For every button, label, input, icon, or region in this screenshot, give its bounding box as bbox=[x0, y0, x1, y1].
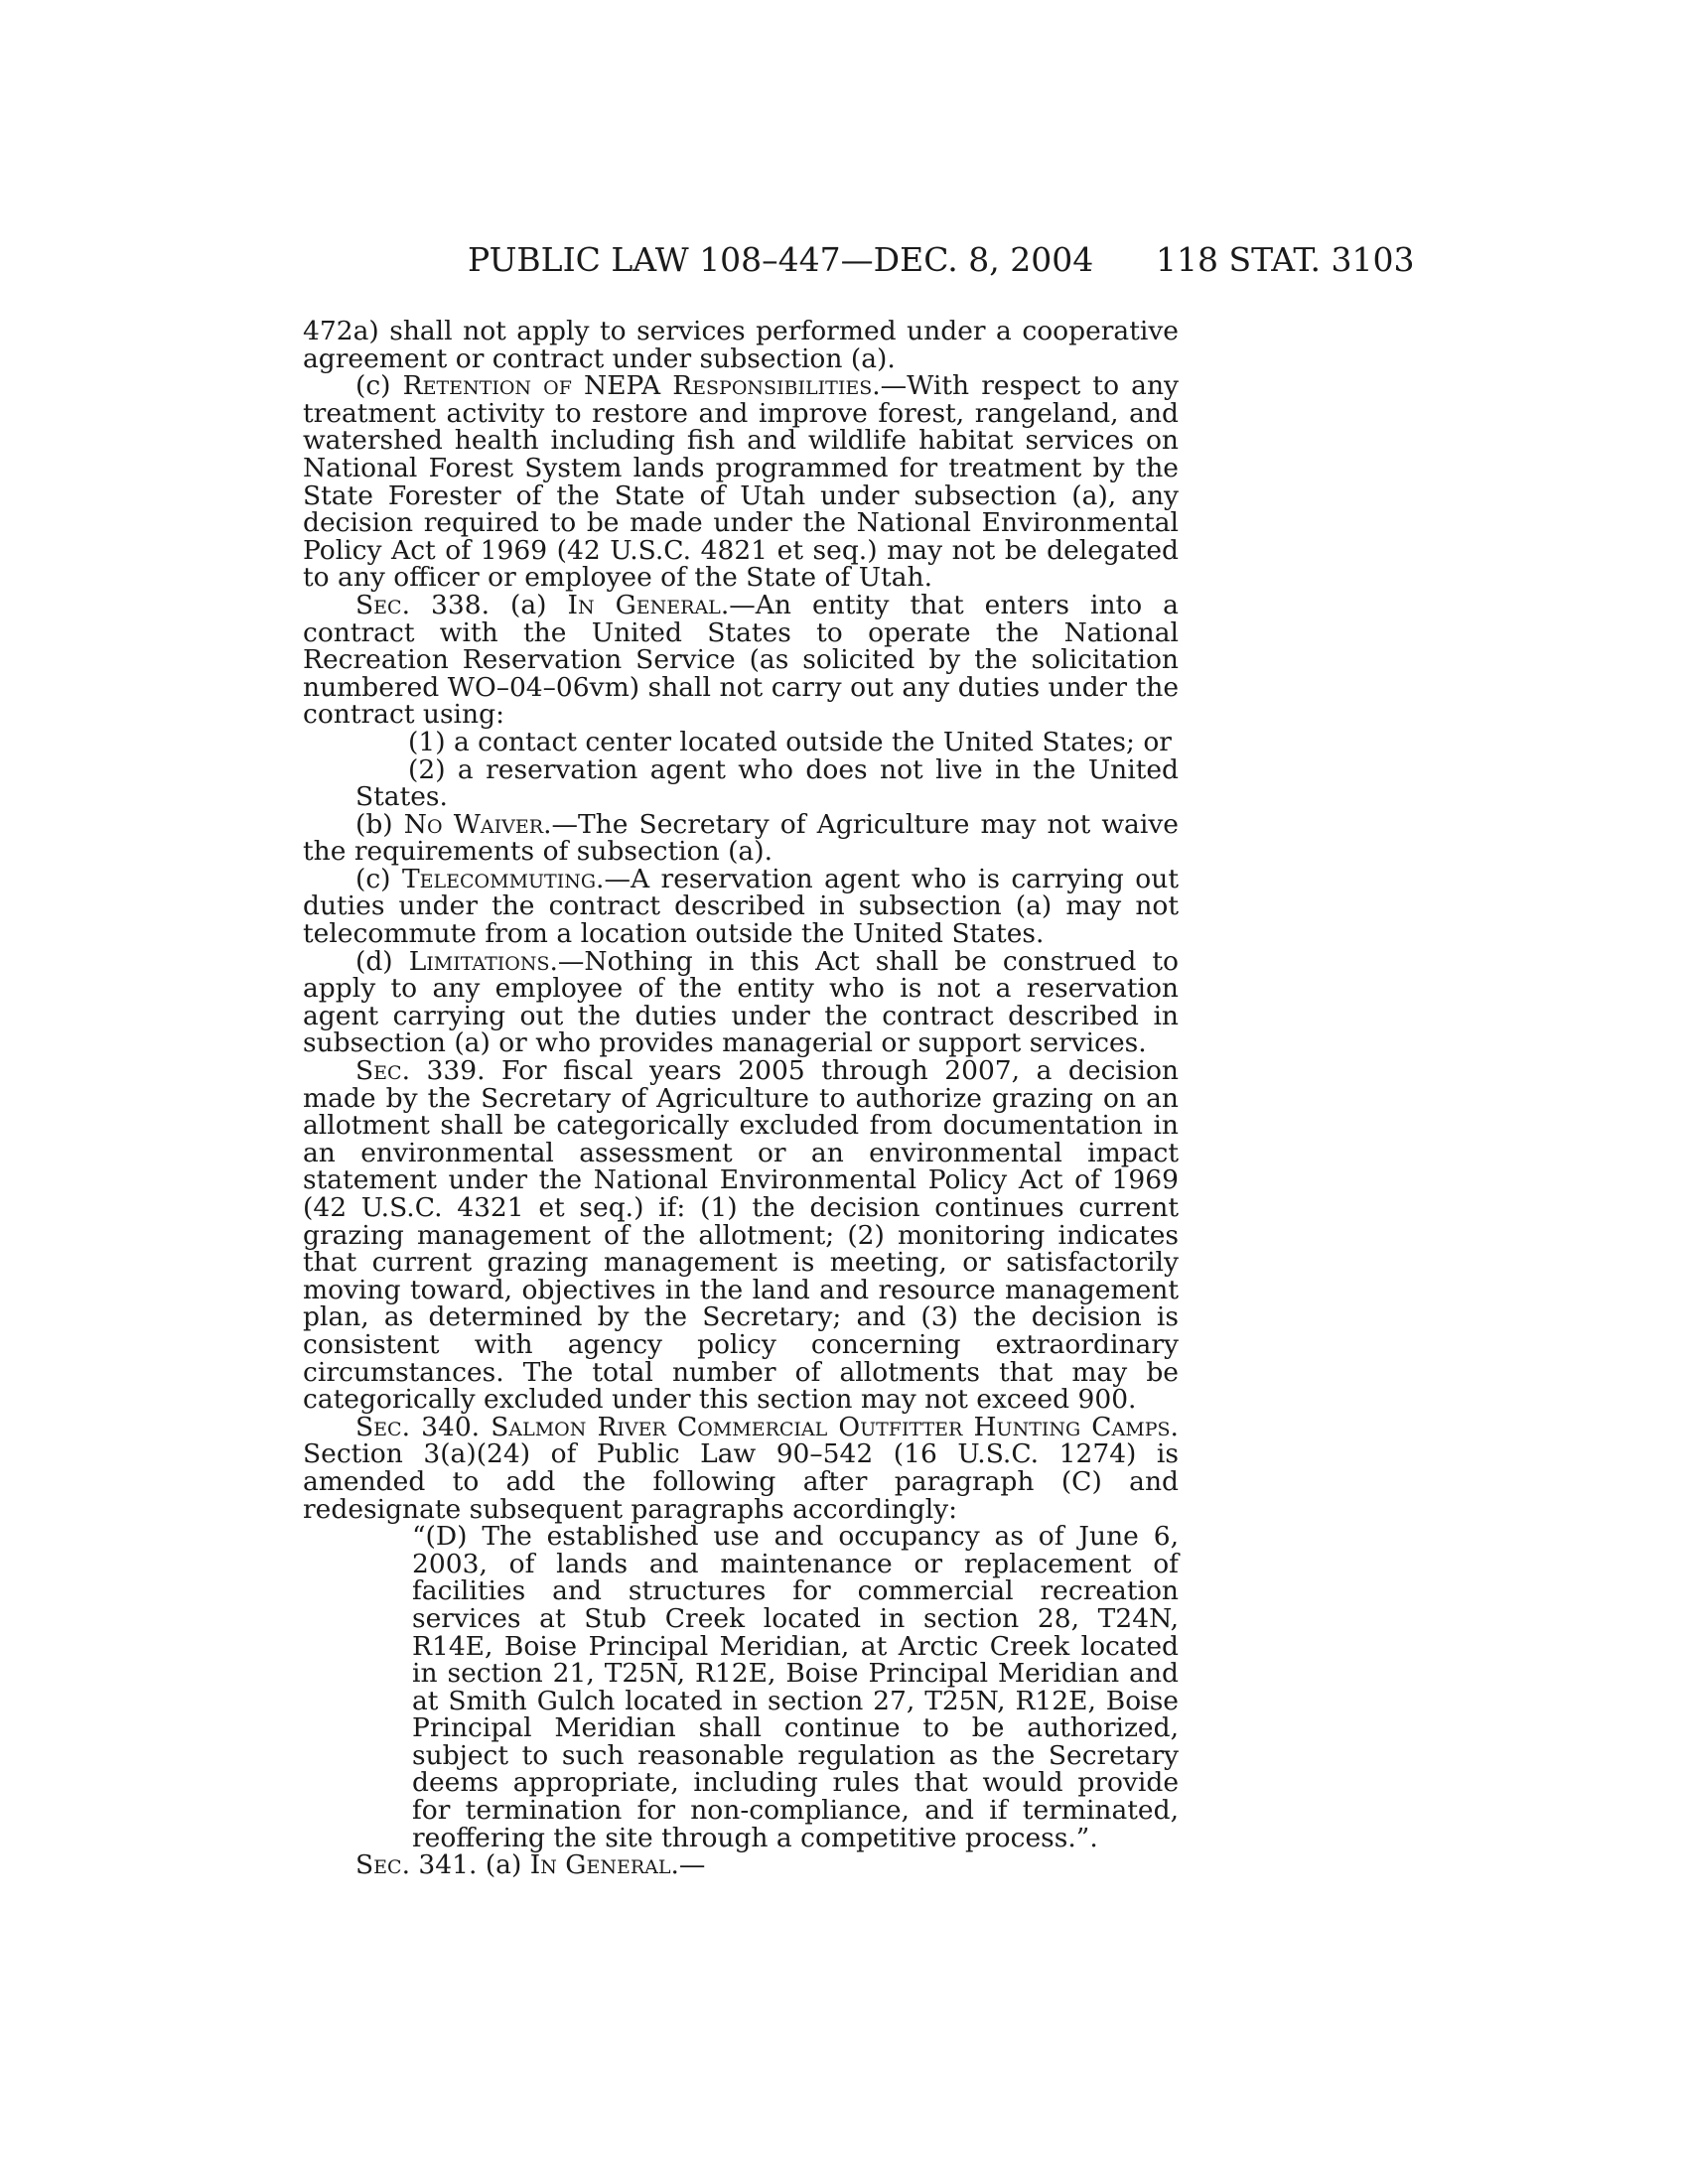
running-header-title: PUBLIC LAW 108–447—DEC. 8, 2004 bbox=[468, 240, 1094, 279]
subsection-heading: Limitations bbox=[408, 945, 550, 977]
paragraph: (c) Telecommuting.—A reservation agent who is carrying out duties under the contract described in subsection (a) may not telecommute from a location outside the United States. bbox=[303, 863, 1179, 950]
section-338: Sec. 338. (a) In General.—An entity that enters into a contract with the United States to operate the National Recreation Reservation Service (as solicited by the solicitation numbered WO–04–06vm) shall not carry out any duties under the contract using: bbox=[303, 589, 1179, 731]
list-item: (2) a reservation agent who does not live in the United States. bbox=[355, 753, 1179, 813]
subsection-heading: Telecommuting bbox=[401, 863, 597, 894]
statute-page-number: 118 STAT. 3103 bbox=[1156, 240, 1415, 279]
paragraph: (d) Limitations.—Nothing in this Act shall be construed to apply to any employee of the entity who is not a reservation agent carrying out the duties under the contract described in subsection (a) or who provides managerial or support services. bbox=[303, 945, 1179, 1059]
subsection-heading: Retention of NEPA Responsibilities bbox=[402, 370, 873, 402]
section-341: Sec. 341. (a) In General.— bbox=[355, 1849, 706, 1881]
section-heading: Salmon River Commercial Outfitter Hunting Camps bbox=[491, 1411, 1171, 1442]
list-item: (1) a contact center located outside the United States; or bbox=[408, 726, 1172, 757]
paragraph: (c) Retention of NEPA Responsibilities.—With respect to any treatment activity to restore and improve forest, rangeland, and watershed health including fish and wildlife habitat services on National Forest System lands programmed for treatment by the State Forester of the State of Utah under subsection (a), any decision required to be made under the National Environmental Policy Act of 1969 (42 U.S.C. 4821 et seq.) may not be delegated to any officer or employee of the State of Utah. bbox=[303, 370, 1179, 594]
document-body bbox=[303, 318, 1179, 1879]
subsection-heading: No Waiver bbox=[403, 808, 544, 840]
subsection-heading: In General bbox=[529, 1849, 671, 1881]
section-340: Sec. 340. Salmon River Commercial Outfitter Hunting Camps. Section 3(a)(24) of Public Law 90–542 (16 U.S.C. 1274) is amended to add the following after paragraph (C) and redesignate subsequent paragraphs accordingly: bbox=[303, 1411, 1179, 1525]
subsection-heading: In General bbox=[567, 589, 721, 620]
quoted-amendment: “(D) The established use and occupancy as of June 6, 2003, of lands and maintenance or replacement of facilities and structures for commercial recreation services at Stub Creek located in section 28, T24N, R14E, Boise Principal Meridian, at Arctic Creek located in section 21, T25N, R12E, Boise Principal Meridian and at Smith Gulch located in section 27, T25N, R12E, Boise Principal Meridian shall continue to be authorized, subject to such reasonable regulation as the Secretary deems appropriate, including rules that would provide for termination for non-compliance, and if terminated, reoffering the site through a competitive process.”. bbox=[412, 1521, 1179, 1853]
paragraph: 472a) shall not apply to services performed under a cooperative agreement or contract under subsection (a). bbox=[303, 316, 1179, 374]
section-339: Sec. 339. For fiscal years 2005 through 2007, a decision made by the Secretary of Agriculture to authorize grazing on an allotment shall be categorically excluded from documentation in an environmental assessment or an environmental impact statement under the National Environmental Policy Act of 1969 (42 U.S.C. 4321 et seq.) if: (1) the decision continues current grazing management of the allotment; (2) monitoring indicates that current grazing management is meeting, or satisfactorily moving toward, objectives in the land and resource management plan, as determined by the Secretary; and (3) the decision is consistent with agency policy concerning extraordinary circumstances. The total number of allotments that may be categorically excluded under this section may not exceed 900. bbox=[303, 1055, 1179, 1416]
paragraph: (b) No Waiver.—The Secretary of Agriculture may not waive the requirements of subsection (a). bbox=[303, 808, 1179, 868]
